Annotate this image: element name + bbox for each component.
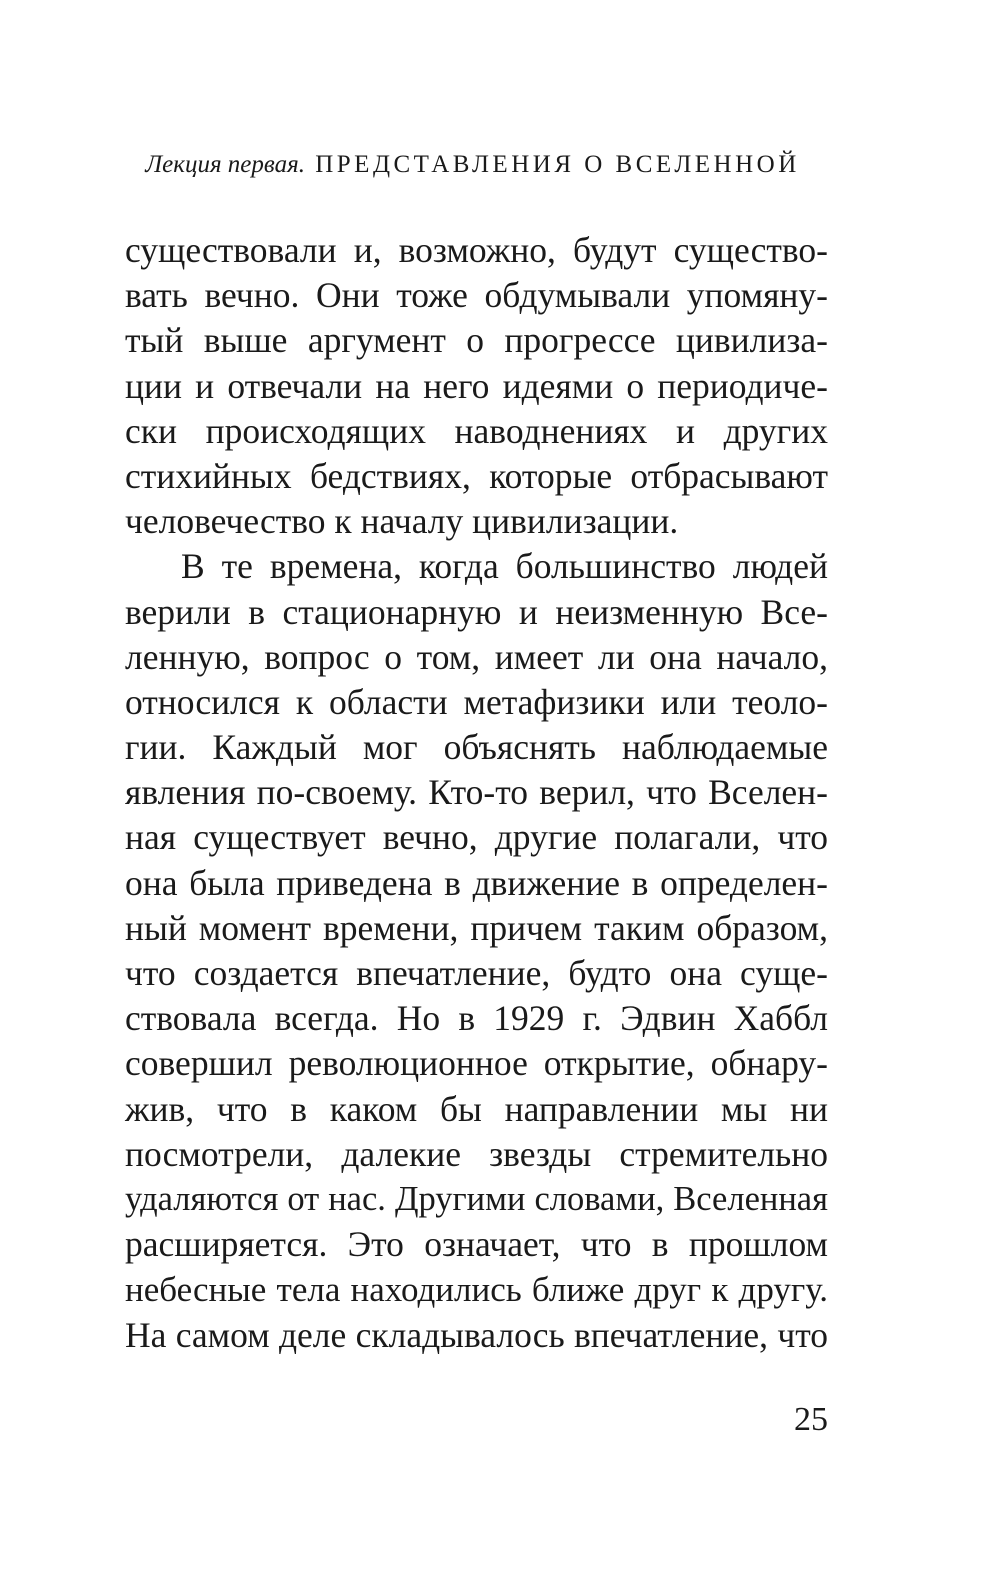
- text-line: небесные тела находились ближе друг к другу.: [125, 1270, 828, 1310]
- text-line: гии. Каждый мог объяснять наблюдаемые: [125, 727, 828, 768]
- text-line: относился к области метафизики или теоло-: [125, 681, 828, 722]
- text-line: явления по-своему. Кто-то верил, что Вселен-: [125, 772, 828, 813]
- text-line: стихийных бедствиях, которые отбрасывают: [125, 455, 828, 496]
- text-line: ленную, вопрос о том, имеет ли она начало,: [125, 636, 828, 677]
- text-line: совершил революционное открытие, обнару-: [125, 1043, 828, 1084]
- running-head-lecture: Лекция первая.: [145, 151, 305, 178]
- text-line: что создается впечатление, будто она суще-: [125, 953, 828, 993]
- text-line: тый выше аргумент о прогрессе цивилиза-: [125, 320, 828, 361]
- text-line: жив, что в каком бы направлении мы ни: [125, 1088, 828, 1129]
- page-number: 25: [794, 1401, 828, 1438]
- text-line: В те времена, когда большинство людей: [181, 546, 828, 587]
- text-line: расширяется. Это означает, что в прошлом: [125, 1224, 828, 1265]
- body-text: [125, 228, 828, 1358]
- text-line: ствовала всегда. Но в 1929 г. Эдвин Хаббл: [125, 998, 828, 1039]
- text-line: На самом деле складывалось впечатление, что: [125, 1314, 828, 1355]
- text-line: ная существует вечно, другие полагали, что: [125, 817, 828, 858]
- text-line: ции и отвечали на него идеями о периодиче-: [125, 365, 828, 406]
- running-head: [120, 150, 825, 180]
- text-line: ски происходящих наводнениях и других: [125, 410, 828, 451]
- text-line: удаляются от нас. Другими словами, Вселенная: [125, 1179, 828, 1218]
- text-line: вать вечно. Они тоже обдумывали упомяну-: [125, 275, 828, 316]
- text-line: верили в стационарную и неизменную Все-: [125, 591, 828, 632]
- text-line: она была приведена в движение в определен-: [125, 862, 828, 903]
- text-line: посмотрели, далекие звезды стремительно: [125, 1133, 828, 1174]
- text-line: человечество к началу цивилизации.: [125, 501, 679, 542]
- running-head-title: ПРЕДСТАВЛЕНИЯ О ВСЕЛЕННОЙ: [315, 151, 800, 178]
- text-line: существовали и, возможно, будут существо-: [125, 230, 828, 270]
- text-line: ный момент времени, причем таким образом,: [125, 907, 828, 948]
